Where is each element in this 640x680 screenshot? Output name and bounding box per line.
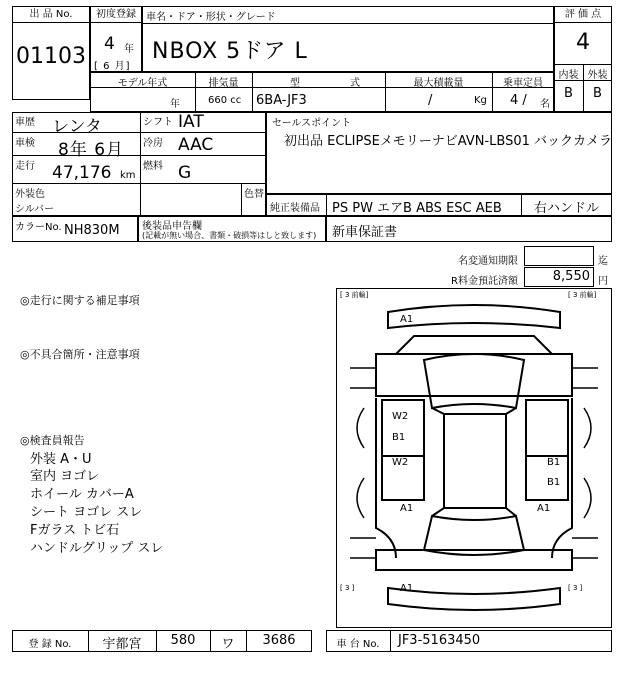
exterior-label: 外装 bbox=[587, 70, 608, 81]
ac-label: 冷房 bbox=[143, 138, 163, 149]
color-no-label: カラーNo. bbox=[15, 222, 62, 233]
notice-label: 名変通知期限 bbox=[458, 256, 518, 267]
chassis-label: 車 台 No. bbox=[336, 639, 380, 650]
first-reg-year: 4 bbox=[104, 34, 115, 54]
inspection: 8年 6月 bbox=[58, 140, 125, 160]
exterior-color: シルバー bbox=[15, 204, 55, 215]
mark-left-front-door-2: B1 bbox=[392, 432, 406, 443]
inspector-item: 室内 ヨゴレ bbox=[30, 469, 100, 484]
inspection-label: 車検 bbox=[15, 138, 35, 149]
ac: AAC bbox=[178, 135, 214, 155]
chassis-number: JF3-5163450 bbox=[398, 633, 481, 648]
corner-label-tl: [ 3 前輪] bbox=[340, 291, 369, 299]
max-load: / bbox=[428, 93, 433, 108]
equipment-label: 純正装備品 bbox=[270, 203, 320, 214]
corner-label-tr: [ 3 前輪] bbox=[568, 291, 597, 299]
car-name-label: 車名・ドア・形状・グレード bbox=[146, 12, 276, 23]
capacity-unit: 名 bbox=[540, 99, 550, 110]
defects-title: ◎不具合箇所・注意事項 bbox=[20, 348, 140, 361]
sales-point: 初出品 ECLIPSEメモリーナビAVN-LBS01 バックカメラ bbox=[284, 134, 613, 149]
lot-number: 01103 bbox=[16, 44, 86, 69]
type-label: 型 bbox=[290, 78, 300, 89]
recycle-fee: 8,550 bbox=[552, 269, 590, 284]
inspector-item: ハンドルグリップ スレ bbox=[30, 541, 164, 556]
exterior-grade: B bbox=[593, 86, 602, 101]
mark-left-quarter: A1 bbox=[400, 503, 414, 514]
max-load-label: 最大積載量 bbox=[413, 78, 464, 89]
aftermarket-note: (記載が無い場合、書類・破損等はしと致します) bbox=[142, 231, 317, 240]
mileage: 47,176 bbox=[52, 163, 112, 183]
first-reg-month: [ 6 月] bbox=[94, 61, 131, 72]
notice-value-box bbox=[524, 246, 594, 266]
handle-side: 右ハンドル bbox=[533, 201, 599, 216]
mark-left-rear-door: W2 bbox=[392, 457, 409, 468]
model-year-label: モデル年式 bbox=[117, 78, 168, 89]
history-label: 車歴 bbox=[15, 117, 35, 128]
mark-rear-bumper: A1 bbox=[400, 583, 414, 594]
lot-number-label: 出 品 No. bbox=[12, 7, 90, 23]
displacement: 660 cc bbox=[208, 95, 242, 106]
displacement-label: 排気量 bbox=[208, 78, 239, 89]
recycle-unit: 円 bbox=[598, 276, 608, 287]
warranty: 新車保証書 bbox=[332, 225, 398, 240]
mark-left-front-door: W2 bbox=[392, 411, 409, 422]
reg-class: 580 bbox=[170, 633, 196, 648]
inspector-item: 外装 A・U bbox=[30, 452, 92, 467]
recycle-label: R料金預託済額 bbox=[451, 276, 518, 287]
history: レンタ bbox=[52, 117, 102, 137]
mileage-label: 走行 bbox=[15, 161, 35, 172]
model-year-unit: 年 bbox=[170, 99, 180, 110]
interior-grade: B bbox=[564, 86, 573, 101]
exterior-color-label: 外装色 bbox=[15, 189, 45, 200]
mileage-unit: km bbox=[120, 170, 136, 181]
score: 4 bbox=[576, 30, 590, 55]
max-load-unit: Kg bbox=[474, 95, 487, 106]
equipment: PS PW エアB ABS ESC AEB bbox=[332, 201, 502, 216]
mark-front-bumper: A1 bbox=[400, 314, 414, 325]
inspector-item: Fガラス トビ石 bbox=[30, 523, 120, 538]
mark-right-rear-door: B1 bbox=[547, 457, 561, 468]
corner-label-bl: [ 3 ] bbox=[340, 584, 355, 592]
inspector-item: シート ヨゴレ スレ bbox=[30, 505, 143, 520]
inspector-item: ホイール カバーA bbox=[30, 487, 134, 502]
aftermarket-label: 後装品申告欄 bbox=[142, 221, 202, 232]
score-label: 評 価 点 bbox=[554, 7, 612, 23]
shift-label: シフト bbox=[143, 117, 173, 128]
reg-number: 3686 bbox=[262, 633, 296, 648]
sales-point-label: セールスポイント bbox=[272, 118, 352, 129]
reg-no-label: 登 録 No. bbox=[28, 639, 72, 650]
driving-notes-title: ◎走行に関する補足事項 bbox=[20, 294, 140, 307]
car-name: NBOX 5ドア L bbox=[152, 39, 308, 64]
model-code: 6BA-JF3 bbox=[256, 93, 307, 108]
mark-right-quarter: A1 bbox=[537, 503, 551, 514]
mark-right-rear-door-2: B1 bbox=[547, 477, 561, 488]
inspector-report-title: ◎検査員報告 bbox=[20, 434, 85, 447]
capacity: 4 / bbox=[510, 93, 527, 108]
interior-label: 内装 bbox=[558, 70, 579, 81]
shift: IAT bbox=[178, 112, 204, 132]
recolor-label: 色替 bbox=[244, 189, 264, 200]
first-reg-year-unit: 年 bbox=[124, 44, 134, 55]
fuel-label: 燃料 bbox=[143, 161, 163, 172]
car-outline-diagram bbox=[336, 288, 612, 628]
reg-city: 宇都宮 bbox=[102, 637, 142, 652]
reg-kana: ワ bbox=[221, 637, 235, 652]
color-no: NH830M bbox=[64, 223, 120, 238]
corner-label-br: [ 3 ] bbox=[568, 584, 583, 592]
fuel: G bbox=[178, 163, 192, 183]
type-label-2: 式 bbox=[350, 78, 360, 89]
notice-unit: 迄 bbox=[598, 256, 608, 267]
first-reg-label: 初度登録 bbox=[90, 7, 142, 23]
capacity-label: 乗車定員 bbox=[503, 78, 543, 89]
